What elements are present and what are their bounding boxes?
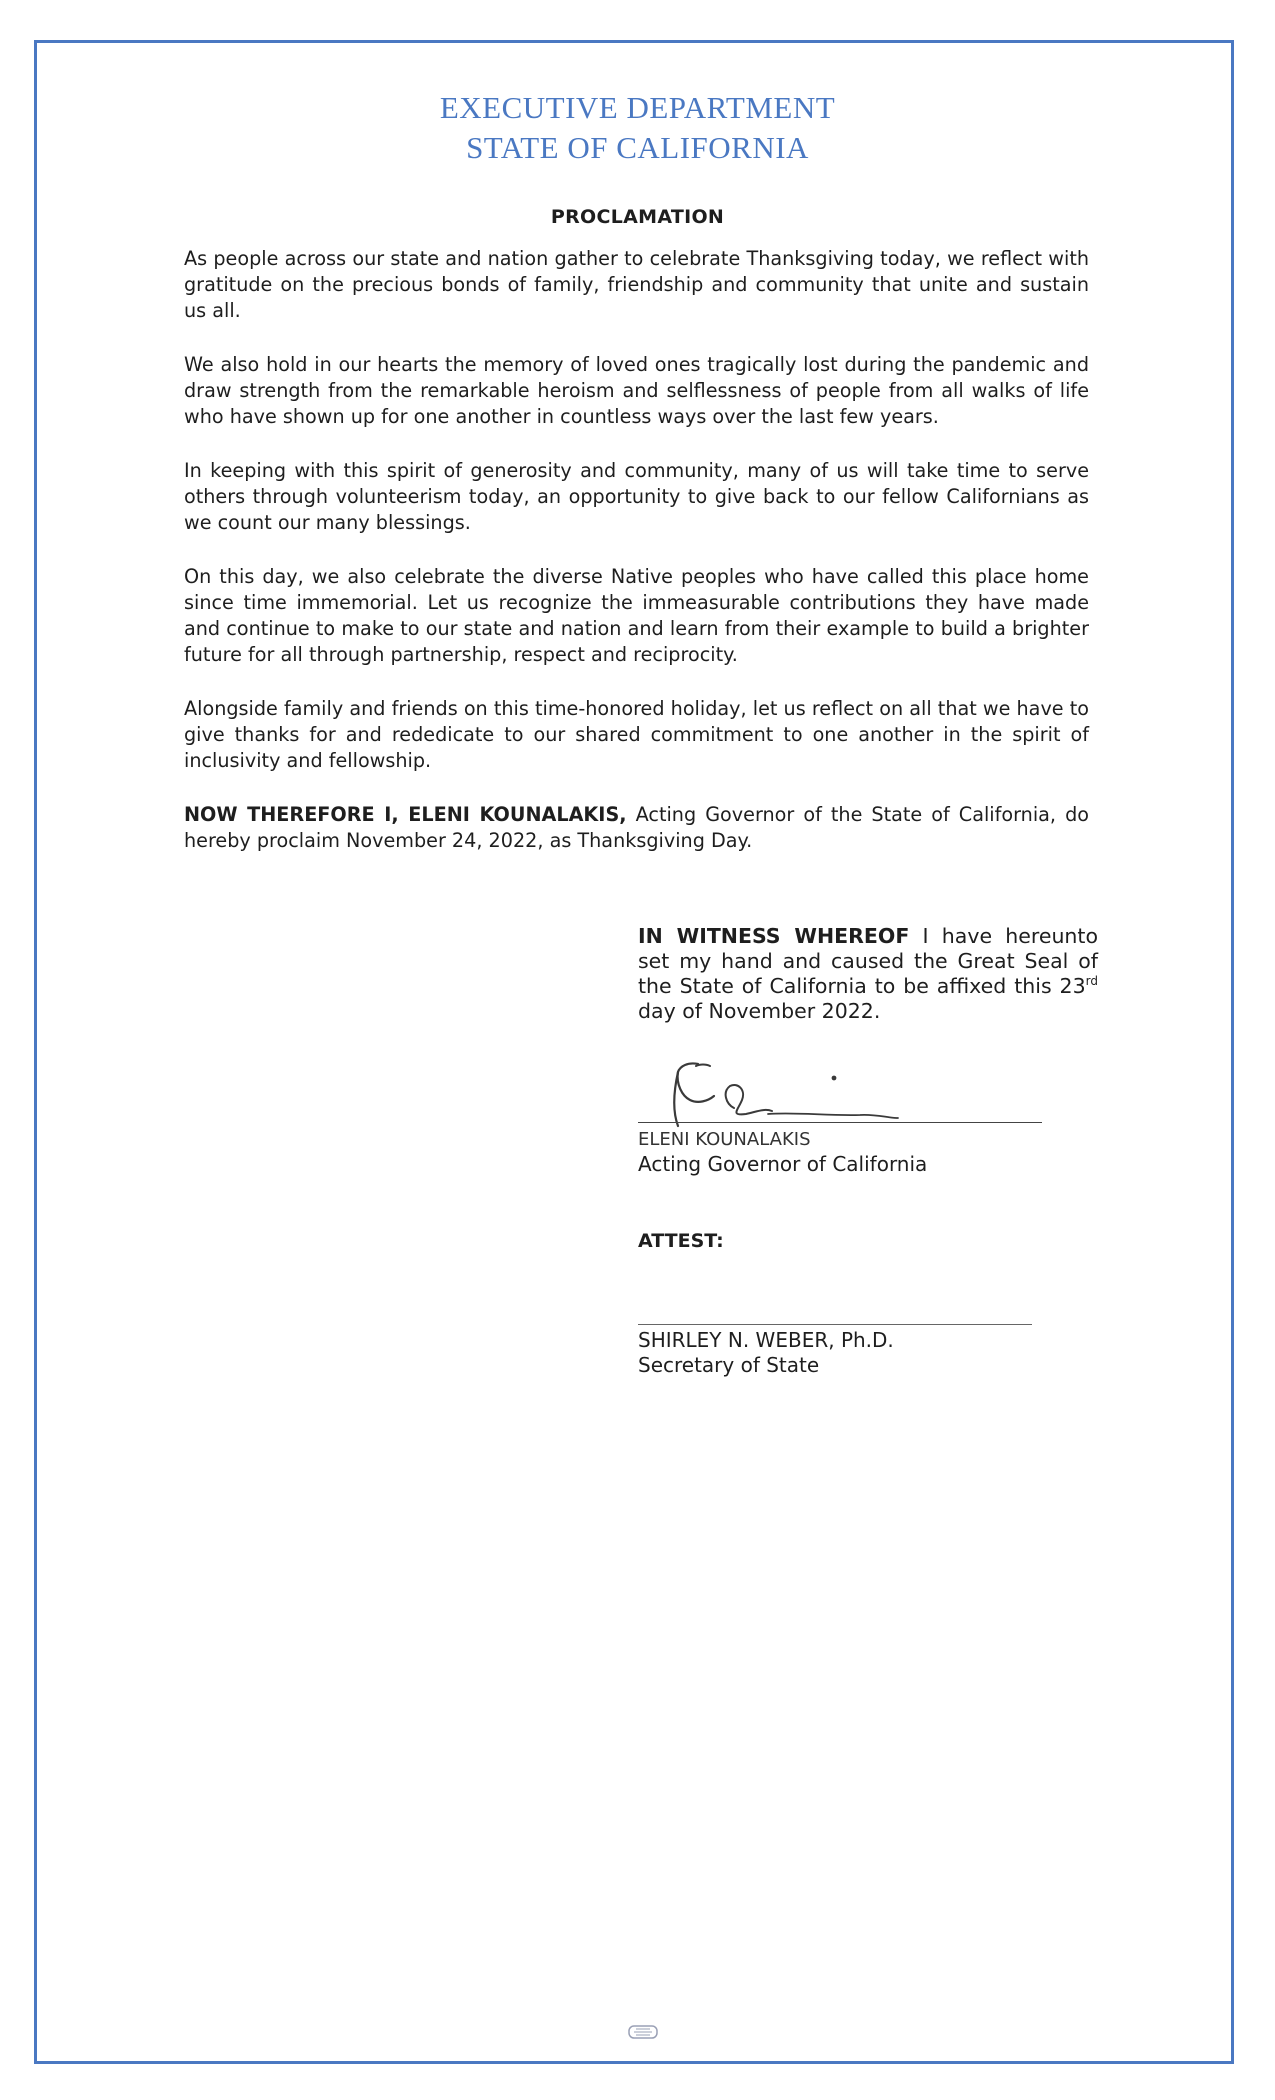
governor-title: Acting Governor of California [638, 1152, 928, 1176]
secretary-title: Secretary of State [638, 1353, 820, 1377]
header-line-1: EXECUTIVE DEPARTMENT [439, 90, 836, 125]
governor-signature-line [638, 1122, 1042, 1123]
attest-label: ATTEST: [638, 1230, 724, 1252]
union-label-icon [628, 2024, 658, 2040]
secretary-name: SHIRLEY N. WEBER, Ph.D. [638, 1328, 894, 1352]
proclamation-body [184, 246, 1089, 882]
governor-block [638, 1127, 1098, 1177]
proclaim-paragraph [184, 802, 1089, 854]
proclamation-title: PROCLAMATION [550, 206, 725, 228]
paragraph-2: We also hold in our hearts the memory of loved ones tragically lost during the pandemic and draw strength from the remarkable heroism and selflessness of people from all walks of life who have shown up for one another in countless ways over the last few years. [184, 353, 1089, 428]
governor-name: ELENI KOUNALAKIS [638, 1129, 811, 1150]
paragraph-1: As people across our state and nation gather to celebrate Thanksgiving today, we reflect with gratitude on the precious bonds of family, friendship and community that unite and sustain us all. [184, 247, 1089, 322]
secretary-signature-line [638, 1324, 1032, 1325]
proclaim-text: Acting Governor of the State of California, do hereby proclaim November 24, 2022, as Thanksgiving Day. [184, 803, 1089, 852]
paragraph-5: Alongside family and friends on this time-honored holiday, let us reflect on all that we have to give thanks for and rededicate to our shared commitment to one another in the spirit of inclusivity and fellowship. [184, 697, 1089, 772]
witness-text-2: day of November 2022. [638, 999, 881, 1023]
witness-clause [638, 924, 1098, 1024]
paragraph-3: In keeping with this spirit of generosity and community, many of us will take time to serve others through volunteerism today, an opportunity to give back to our fellow Californians as we count our many blessings. [184, 459, 1089, 534]
proclaim-bold: NOW THEREFORE I, ELENI KOUNALAKIS, [184, 803, 627, 826]
witness-bold: IN WITNESS WHEREOF [638, 924, 910, 948]
secretary-block [638, 1328, 1098, 1378]
governor-signature [638, 1056, 1058, 1130]
header-line-2: STATE OF CALIFORNIA [466, 130, 809, 165]
document-header [0, 88, 1275, 168]
witness-text-1: I have hereunto set my hand and caused the Great Seal of the State of California to be affixed this 23 [638, 924, 1099, 998]
witness-ordinal: rd [1085, 974, 1098, 989]
signature-graphic [638, 1056, 1058, 1130]
paragraph-4: On this day, we also celebrate the diverse Native peoples who have called this place home since time immemorial. Let us recognize the immeasurable contributions they have made and continue to make to our state and nation and learn from their example to build a brighter future for all through partnership, respect and reciprocity. [184, 565, 1089, 666]
